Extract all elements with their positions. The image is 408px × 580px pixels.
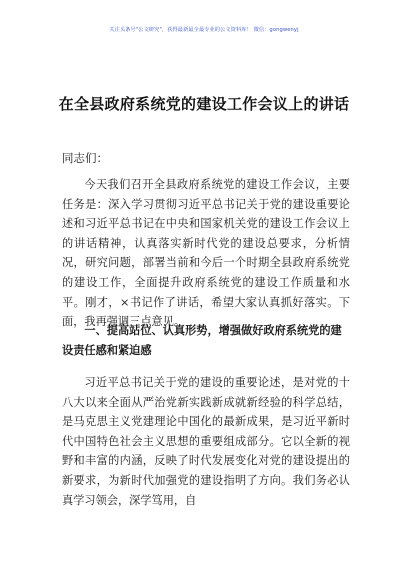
salutation: 同志们： xyxy=(62,151,108,165)
header-promo-note: 关注头条号"公文研究"，获得最新最全最专业的公文资料库！ 微信：gongwenyj xyxy=(109,27,299,33)
document-title: 在全县政府系统党的建设工作会议上的讲话 xyxy=(58,95,350,113)
section-heading-1: 一、提高站位、认真形势，增强做好政府系统党的建设责任感和紧迫感 xyxy=(62,324,342,357)
intro-paragraph: 今天我们召开全县政府系统党的建设工作会议，主要任务是：深入学习贯彻习近平总书记关于党的建设重要论述和习近平总书记在中央和国家机关党的建设工作会议上的讲话精神，认真落实新时代党的建设总要求，分析情况，研究问题，部署当前和今后一个时期全县政府系统党的建设工作，全面提升政府系统党的建设工作质量和水平。刚才，×书记作了讲话，希望大家认真抓好落实。下面，我再强调三点意见。 xyxy=(62,178,350,329)
section-1-paragraph: 习近平总书记关于党的建设的重要论述，是对党的十八大以来全面从严治党新实践新成就新经验的科学总结，是马克思主义党建理论中国化的最新成果，是习近平新时代中国特色社会主义思想的重要组成部分。它以全新的视野和丰富的内涵，反映了时代发展变化对党的建设提出的新要求，为新时代加强党的建设指明了方向。我们务必认真学习领会，深学笃用，自 xyxy=(62,376,350,507)
